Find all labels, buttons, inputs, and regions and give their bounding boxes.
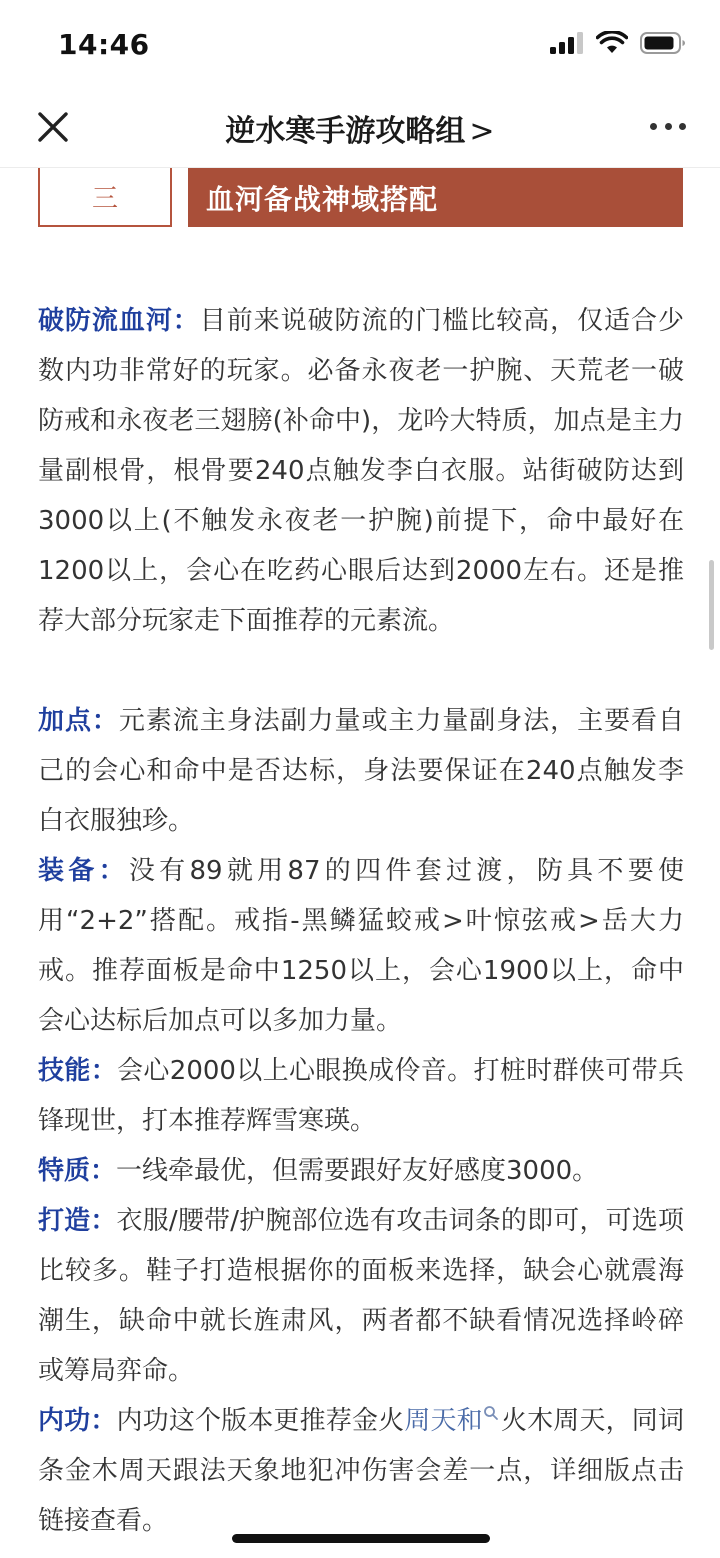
paragraph-text: 一线牵最优，但需要跟好友好感度3000。 (116, 1156, 599, 1186)
paragraph-label: 特质： (38, 1156, 117, 1186)
paragraph-breaking-defense (38, 296, 684, 646)
scrollbar-thumb[interactable] (709, 560, 714, 650)
home-indicator[interactable] (232, 1534, 490, 1543)
paragraph-text: 衣服/腰带/护腕部位选有攻击词条的即可，可选项比较多。鞋子打造根据你的面板来选择，缺会心就震海潮生，缺命中就长旌肃风，两者都不缺看情况选择岭碎或筹局弈命。 (38, 1206, 684, 1386)
cellular-signal-icon (550, 32, 584, 58)
section-title: 血河备战神域搭配 (188, 168, 683, 227)
chevron-right-icon: > (469, 114, 495, 149)
paragraph-label: 加点： (38, 706, 119, 736)
paragraph-label: 内功： (38, 1406, 117, 1436)
paragraph-skills (38, 1046, 684, 1146)
paragraph-text: 没有89就用87的四件套过渡，防具不要使用“2+2”搭配。戒指-黑鳞猛蛟戒>叶惊弦戒>岳大力戒。推荐面板是命中1250以上，会心1900以上，命中会心达标后加点可以多加力量。 (38, 856, 684, 1036)
section-header (38, 168, 683, 228)
nav-title: 逆水寒手游攻略组 (225, 114, 466, 149)
battery-icon (640, 31, 686, 59)
status-icons (550, 30, 686, 60)
paragraph-label: 打造： (38, 1206, 117, 1236)
paragraph-spacer (38, 646, 684, 696)
paragraph-inner-skill (38, 1396, 684, 1546)
paragraph-traits (38, 1146, 684, 1196)
paragraph-text: 会心2000以上心眼换成伶音。打桩时群侠可带兵锋现世，打本推荐辉雪寒瑛。 (38, 1056, 684, 1136)
section-number: 三 (38, 168, 172, 227)
paragraph-equipment (38, 846, 684, 1046)
wifi-icon (596, 31, 628, 59)
status-time: 14:46 (58, 28, 150, 61)
status-bar (0, 0, 720, 90)
search-icon[interactable] (483, 1388, 501, 1438)
paragraph-stat-points (38, 696, 684, 846)
paragraph-text: 目前来说破防流的门槛比较高，仅适合少数内功非常好的玩家。必备永夜老一护腕、天荒老一破防戒和永夜老三翅膀(补命中)，龙吟大特质，加点是主力量副根骨，根骨要240点触发李白衣服。站街破防达到3000以上(不触发永夜老一护腕)前提下，命中最好在1200以上，会心在吃药心眼后达到2000左右。还是推荐大部分玩家走下面推荐的元素流。 (38, 306, 684, 636)
article-body (38, 296, 684, 1546)
nav-bar (0, 90, 720, 168)
paragraph-text: 元素流主身法副力量或主力量副身法，主要看自己的会心和命中是否达标，身法要保证在240点触发李白衣服独珍。 (38, 706, 684, 836)
paragraph-forging (38, 1196, 684, 1396)
paragraph-text: 火木周天，同词条金木周天跟法天象地犯冲伤害会差一点，详细版点击链接查看。 (38, 1406, 684, 1536)
keyword-search-link[interactable]: 周天和 (404, 1406, 483, 1436)
paragraph-text: 内功这个版本更推荐金火 (116, 1406, 405, 1436)
paragraph-label: 技能： (38, 1056, 118, 1086)
paragraph-label: 破防流血河： (38, 306, 200, 336)
more-dots-icon[interactable] (650, 116, 686, 136)
nav-title-link[interactable] (0, 106, 720, 150)
paragraph-label: 装备： (38, 856, 129, 886)
